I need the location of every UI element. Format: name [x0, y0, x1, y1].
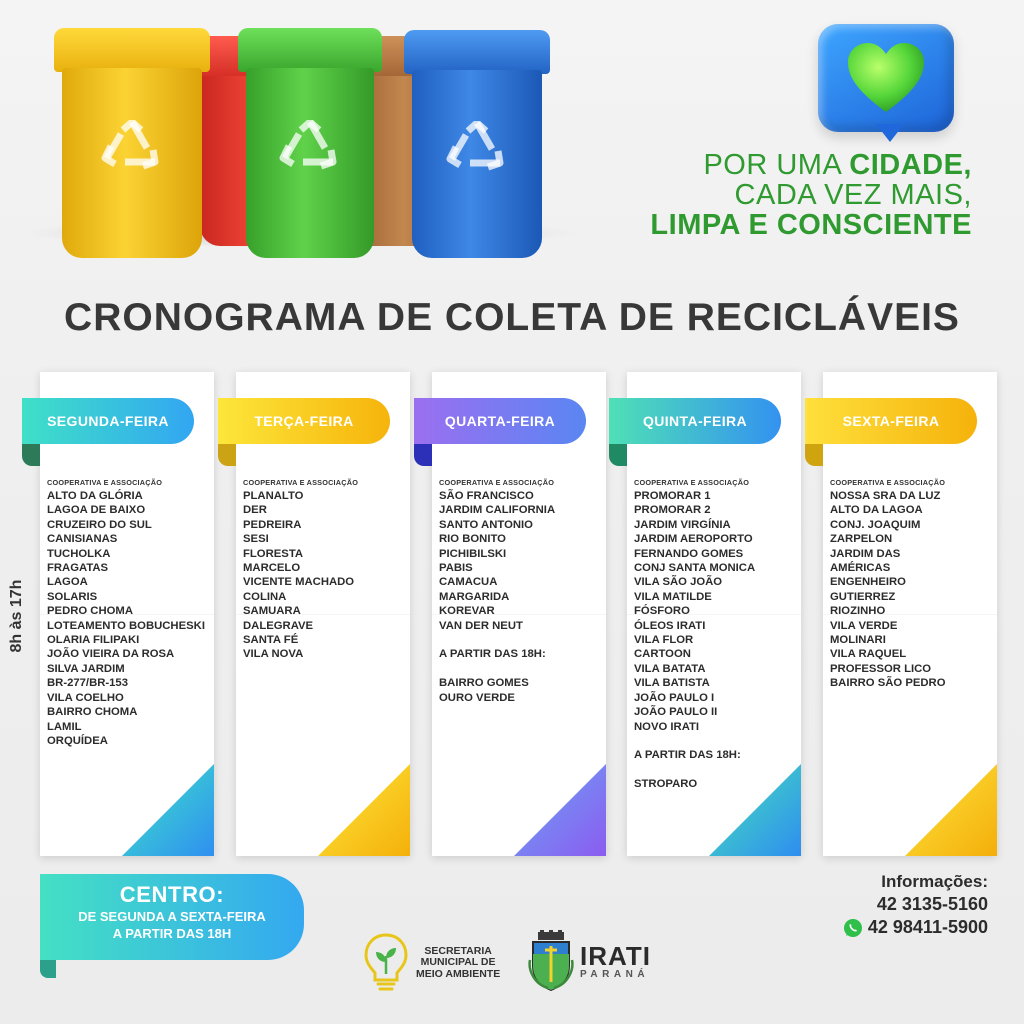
- neighborhood-item: SESI: [243, 533, 269, 546]
- secretaria-logo: [362, 932, 500, 994]
- neighborhood-item: VILA BATATA: [634, 662, 706, 675]
- centro-ribbon-fold: [40, 958, 56, 978]
- neighborhood-item: SAMUARA: [243, 605, 301, 618]
- phone-number[interactable]: 42 3135-5160: [876, 894, 988, 914]
- neighborhood-item: BAIRRO SÃO PEDRO: [830, 677, 946, 690]
- card-subtitle: COOPERATIVA E ASSOCIAÇÃO: [243, 478, 359, 487]
- neighborhood-item: ORQUÍDEA: [47, 734, 108, 747]
- neighborhood-item: VILA COELHO: [47, 691, 124, 704]
- day-tab-terca: TERÇA-FEIRA: [218, 398, 390, 444]
- neighborhood-item: BAIRRO GOMES: [439, 677, 529, 690]
- centro-banner: [40, 874, 304, 960]
- neighborhood-item: SOLARIS: [47, 590, 98, 603]
- neighborhood-item: DER: [243, 504, 267, 517]
- card-corner-decoration: [122, 764, 214, 856]
- day-tab-quarta: QUARTA-FEIRA: [414, 398, 586, 444]
- recycle-icon: [279, 120, 341, 176]
- neighborhood-item: ÓLEOS IRATI: [634, 619, 706, 632]
- neighborhood-item: JARDIM AEROPORTO: [634, 533, 753, 546]
- card-subtitle: COOPERATIVA E ASSOCIAÇÃO: [634, 478, 750, 487]
- slogan: [650, 150, 972, 240]
- card-subtitle: COOPERATIVA E ASSOCIAÇÃO: [47, 478, 163, 487]
- slogan-line1: POR UMA: [703, 149, 850, 181]
- card-corner-decoration: [905, 764, 997, 856]
- neighborhood-item: STROPARO: [634, 778, 698, 791]
- neighborhood-item: VILA BATISTA: [634, 677, 710, 690]
- card-corner-decoration: [514, 764, 606, 856]
- day-card-segunda: [40, 372, 214, 856]
- neighborhood-item: FRAGATAS: [47, 562, 109, 575]
- day-tab-quinta: QUINTA-FEIRA: [609, 398, 781, 444]
- recycle-icon: [101, 120, 163, 176]
- neighborhood-item: [439, 633, 555, 647]
- neighborhood-item: RIOZINHO: [830, 605, 886, 618]
- neighborhood-item: JOÃO VIEIRA DA ROSA: [47, 648, 175, 661]
- neighborhood-item: PEDRO CHOMA: [47, 605, 133, 618]
- green-bin: [246, 28, 374, 258]
- neighborhood-item: PLANALTO: [243, 490, 304, 502]
- page-title: CRONOGRAMA DE COLETA DE RECICLÁVEIS: [64, 296, 960, 339]
- neighborhood-item: CONJ SANTA MONICA: [634, 562, 756, 575]
- neighborhood-item: PEDREIRA: [243, 518, 302, 531]
- neighborhood-item: CONJ. JOAQUIM: [830, 518, 921, 531]
- neighborhood-item: BR-277/BR-153: [47, 677, 128, 690]
- neighborhood-item: FLORESTA: [243, 547, 304, 560]
- neighborhood-item: LAGOA: [47, 576, 88, 589]
- day-tab-segunda: SEGUNDA-FEIRA: [22, 398, 194, 444]
- neighborhood-item: CRUZEIRO DO SUL: [47, 518, 152, 531]
- neighborhood-item: A PARTIR DAS 18H:: [439, 648, 546, 661]
- neighborhood-item: NOSSA SRA DA LUZ: [830, 490, 941, 502]
- neighborhood-item: PROMORAR 1: [634, 490, 711, 502]
- neighborhood-item: MARCELO: [243, 562, 301, 575]
- neighborhood-item: ENGENHEIRO: [830, 576, 906, 589]
- neighborhood-item: BAIRRO CHOMA: [47, 706, 138, 719]
- neighborhood-item: SANTA FÉ: [243, 634, 299, 647]
- neighborhood-list: [634, 489, 755, 792]
- centro-days: DE SEGUNDA A SEXTA-FEIRA: [78, 909, 266, 924]
- centro-time: A PARTIR DAS 18H: [112, 926, 232, 941]
- neighborhood-item: VILA MATILDE: [634, 590, 712, 603]
- neighborhood-item: CANISIANAS: [47, 533, 118, 546]
- day-tab-sexta: SEXTA-FEIRA: [805, 398, 977, 444]
- neighborhood-item: JOÃO PAULO I: [634, 691, 715, 704]
- neighborhood-item: NOVO IRATI: [634, 720, 700, 733]
- whatsapp-icon: [843, 918, 863, 938]
- irati-name: IRATI: [580, 940, 651, 971]
- neighborhood-item: PROMORAR 2: [634, 504, 711, 517]
- neighborhood-list: [47, 489, 205, 748]
- recycling-bins-illustration: [50, 20, 570, 260]
- neighborhood-item: VILA RAQUEL: [830, 648, 907, 661]
- card-corner-decoration: [318, 764, 410, 856]
- neighborhood-item: VAN DER NEUT: [439, 619, 523, 632]
- neighborhood-item: KOREVAR: [439, 605, 495, 618]
- card-subtitle: COOPERATIVA E ASSOCIAÇÃO: [439, 478, 555, 487]
- day-card-terca: [236, 372, 410, 856]
- neighborhood-item: FÓSFORO: [634, 605, 690, 618]
- neighborhood-item: MARGARIDA: [439, 590, 510, 603]
- slogan-highlight: CIDADE,: [849, 149, 972, 181]
- yellow-bin: [62, 28, 202, 258]
- centro-heading: CENTRO:: [119, 882, 225, 907]
- recycle-icon: [446, 121, 508, 177]
- day-card-quinta: [627, 372, 801, 856]
- neighborhood-item: ZARPELON: [830, 533, 893, 546]
- neighborhood-item: VILA SÃO JOÃO: [634, 576, 723, 589]
- neighborhood-item: SÃO FRANCISCO: [439, 490, 534, 502]
- neighborhood-item: A PARTIR DAS 18H:: [634, 749, 741, 762]
- neighborhood-item: CARTOON: [634, 648, 691, 661]
- lightbulb-leaf-icon: [362, 932, 410, 994]
- neighborhood-item: GUTIERREZ: [830, 590, 896, 603]
- irati-logo: [528, 930, 651, 992]
- irati-state: PARANÁ: [580, 968, 650, 980]
- slogan-line2: CADA VEZ MAIS,: [734, 179, 972, 211]
- neighborhood-item: JARDIM VIRGÍNIA: [634, 518, 731, 531]
- heart-badge: [818, 24, 954, 132]
- neighborhood-item: [634, 734, 755, 748]
- neighborhood-item: RIO BONITO: [439, 533, 506, 546]
- neighborhood-item: OURO VERDE: [439, 691, 515, 704]
- neighborhood-item: SILVA JARDIM: [47, 662, 125, 675]
- neighborhood-item: MOLINARI: [830, 634, 886, 647]
- neighborhood-item: VILA VERDE: [830, 619, 898, 632]
- blue-bin: [412, 30, 542, 258]
- neighborhood-item: JARDIM CALIFORNIA: [439, 504, 556, 517]
- neighborhood-item: [634, 763, 755, 777]
- neighborhood-item: TUCHOLKA: [47, 547, 111, 560]
- neighborhood-item: VILA NOVA: [243, 648, 304, 661]
- contact-info: [843, 872, 988, 938]
- neighborhood-item: FERNANDO GOMES: [634, 547, 744, 560]
- neighborhood-list: [243, 489, 354, 662]
- neighborhood-item: PABIS: [439, 562, 473, 575]
- neighborhood-item: CAMACUA: [439, 576, 498, 589]
- neighborhood-item: VILA FLOR: [634, 634, 694, 647]
- neighborhood-item: AMÉRICAS: [830, 562, 891, 575]
- neighborhood-item: LAMIL: [47, 720, 82, 733]
- secretaria-line1: SECRETARIA: [424, 944, 492, 957]
- irati-coat-of-arms-icon: [528, 930, 574, 992]
- neighborhood-item: VICENTE MACHADO: [243, 576, 355, 589]
- time-label: 8h às 17h: [8, 579, 25, 653]
- secretaria-line2: MUNICIPAL DE: [420, 956, 496, 969]
- day-card-sexta: [823, 372, 997, 856]
- info-label: Informações:: [881, 872, 988, 891]
- neighborhood-list: [439, 489, 555, 705]
- neighborhood-item: PICHIBILSKI: [439, 547, 507, 560]
- neighborhood-item: DALEGRAVE: [243, 619, 314, 632]
- neighborhood-item: LOTEAMENTO BOBUCHESKI: [47, 619, 205, 632]
- neighborhood-item: [439, 662, 555, 676]
- secretaria-line3: MEIO AMBIENTE: [416, 967, 501, 980]
- day-card-quarta: [432, 372, 606, 856]
- neighborhood-item: SANTO ANTONIO: [439, 518, 533, 531]
- neighborhood-item: JARDIM DAS: [830, 547, 901, 560]
- neighborhood-item: OLARIA FILIPAKI: [47, 634, 140, 647]
- card-subtitle: COOPERATIVA E ASSOCIAÇÃO: [830, 478, 946, 487]
- whatsapp-number[interactable]: 42 98411-5900: [867, 917, 988, 937]
- neighborhood-item: JOÃO PAULO II: [634, 706, 718, 719]
- neighborhood-item: COLINA: [243, 590, 287, 603]
- heart-icon: [846, 42, 926, 114]
- neighborhood-item: PROFESSOR LICO: [830, 662, 932, 675]
- slogan-line3: LIMPA E CONSCIENTE: [650, 209, 972, 241]
- neighborhood-item: ALTO DA LAGOA: [830, 504, 923, 517]
- neighborhood-list: [830, 489, 946, 691]
- neighborhood-item: ALTO DA GLÓRIA: [47, 490, 143, 502]
- neighborhood-item: LAGOA DE BAIXO: [47, 504, 146, 517]
